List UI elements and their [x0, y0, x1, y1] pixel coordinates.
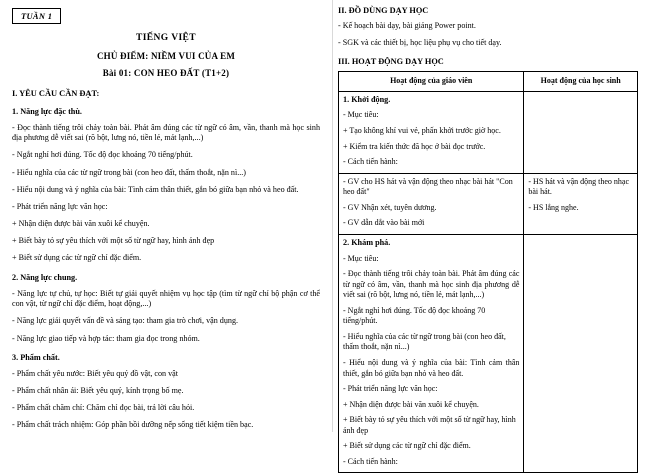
- teacher-activity-cell: [339, 91, 524, 173]
- activity-line: + Biết sử dụng các từ ngữ chỉ đặc điểm.: [343, 441, 471, 451]
- table-row: [339, 234, 638, 473]
- activity-line: + Tạo không khí vui vẻ, phấn khởi trước giờ học.: [343, 125, 501, 135]
- activity-line: - Phát triển năng lực văn học:: [343, 384, 438, 394]
- list-item: + Nhận diện được bài văn xuôi kể chuyện.: [12, 219, 150, 229]
- activity-line: - HS lắng nghe.: [528, 202, 579, 212]
- left-column: [0, 0, 330, 432]
- activity-line: - Mục tiêu:: [343, 253, 379, 263]
- list-item: + Biết bày tỏ sự yêu thích với một số từ ngữ hay, hình ảnh đẹp: [12, 236, 215, 246]
- list-item: - Hiểu nghĩa của các từ ngữ trong bài (con heo đất, thấm thoắt, nặn nì...): [12, 167, 246, 177]
- activity-line: - GV cho HS hát và vận động theo nhạc bài hát "Con heo đất": [343, 176, 513, 197]
- activity-heading: 1. Khởi động.: [343, 94, 391, 104]
- activity-line: - Hiểu nội dung và ý nghĩa của bài: Tình cảm thân thiết, gắn bó giữa bạn nhỏ và heo đất.: [343, 357, 520, 378]
- list-item: - Năng lực giao tiếp và hợp tác: tham gia đọc trong nhóm.: [12, 333, 200, 343]
- week-badge: TUẦN 1: [12, 8, 61, 24]
- student-activity-cell: [524, 234, 638, 473]
- right-column: [330, 0, 650, 466]
- list-item: - Đọc thành tiếng trôi chảy toàn bài. Phát âm đúng các từ ngữ có âm, vần, thanh mà học sinh địa phương dễ viết sai (rõ bột, lưng nó, tiền lẻ, mát lạnh,...): [12, 122, 320, 143]
- column-header-student: Hoạt động của học sinh: [524, 72, 638, 92]
- activity-line: - Hiểu nghĩa của các từ ngữ trong bài (con heo đất, thấm thoắt, nặn nì...): [343, 331, 506, 352]
- list-item: - Năng lực giải quyết vấn đề và sáng tạo: tham gia trò chơi, vận dụng.: [12, 316, 239, 326]
- teacher-activity-cell: [339, 173, 524, 234]
- table-header-row: [339, 72, 638, 92]
- lesson-title: Bài 01: CON HEO ĐẤT (T1+2): [102, 68, 230, 78]
- subsection-general-competence-title: 2. Năng lực chung.: [12, 273, 78, 283]
- activity-line: - Ngắt nghỉ hơi đúng. Tốc độ đọc khoảng 70 tiếng/phút.: [343, 305, 486, 326]
- list-item: - Hiểu nội dung và ý nghĩa của bài: Tình cảm thân thiết, gắn bó giữa bạn nhỏ và heo đất.: [12, 184, 299, 194]
- list-item: - Ngắt nghỉ hơi đúng. Tốc độ đọc khoảng 70 tiếng/phút.: [12, 150, 193, 160]
- table-row: [339, 91, 638, 173]
- theme-title: CHỦ ĐIỂM: NIỀM VUI CỦA EM: [96, 51, 236, 61]
- teacher-activity-cell: [339, 234, 524, 473]
- list-item: - Phẩm chất trách nhiệm: Góp phần bồi dưỡng nếp sống tiết kiệm tiền bạc.: [12, 420, 254, 430]
- activity-line: - HS hát và vận động theo nhạc bài hát.: [528, 176, 630, 197]
- section-requirements-title: I. YÊU CẦU CẦN ĐẠT:: [12, 89, 100, 98]
- subsection-quality-title: 3. Phẩm chất.: [12, 353, 60, 363]
- list-item: - Kế hoạch bài dạy, bài giảng Power point.: [338, 21, 476, 30]
- list-item: + Biết sử dụng các từ ngữ chỉ đặc điểm.: [12, 253, 142, 263]
- activity-line: - Mục tiêu:: [343, 110, 379, 120]
- activity-line: - GV dẫn dắt vào bài mới: [343, 218, 425, 228]
- list-item: - SGK và các thiết bị, học liệu phụ vụ cho tiết dạy.: [338, 37, 502, 47]
- activity-line: - Cách tiến hành:: [343, 157, 398, 167]
- subsection-specific-competence-title: 1. Năng lực đặc thù.: [12, 107, 82, 116]
- activity-line: - Đọc thành tiếng trôi chảy toàn bài. Phát âm đúng các từ ngữ có âm, vần, thanh mà học sinh địa phương dễ viết sai (rõ bột, lưng nó, tiền lẻ, mát lạnh,...): [343, 269, 520, 300]
- activities-table: [338, 71, 638, 473]
- table-row: [339, 173, 638, 234]
- list-item: - Phát triển năng lực văn học:: [12, 201, 108, 211]
- activity-line: + Kiểm tra kiến thức đã học ở bài đọc trước.: [343, 141, 486, 151]
- activity-line: - Cách tiến hành:: [343, 456, 398, 466]
- list-item: - Phẩm chất nhân ái: Biết yêu quý, kính trọng bố mẹ.: [12, 385, 184, 395]
- subject-title: TIẾNG VIỆT: [135, 33, 197, 43]
- activity-line: + Nhận diện được bài văn xuôi kể chuyện.: [343, 399, 479, 409]
- student-activity-cell: [524, 173, 638, 234]
- list-item: - Năng lực tự chủ, tự học: Biết tự giải quyết nhiệm vụ học tập (tìm từ ngữ chỉ bộ phận cơ thể con vật, từ ngữ chỉ đặc điểm, hoạt động,...): [12, 288, 320, 309]
- list-item: - Phẩm chất yêu nước: Biết yêu quý đồ vật, con vật: [12, 368, 179, 378]
- section-activities-title: III. HOẠT ĐỘNG DẠY HỌC: [338, 57, 444, 67]
- student-activity-cell: [524, 91, 638, 173]
- list-item: - Phẩm chất chăm chỉ: Chăm chỉ đọc bài, trả lời câu hỏi.: [12, 403, 195, 413]
- activity-heading: 2. Khám phá.: [343, 237, 391, 247]
- activity-line: - GV Nhận xét, tuyên dương.: [343, 202, 437, 212]
- column-header-teacher: Hoạt động của giáo viên: [339, 72, 524, 92]
- section-materials-title: II. ĐỒ DÙNG DẠY HỌC: [338, 6, 429, 15]
- activity-line: + Biết bày tỏ sự yêu thích với một số từ ngữ hay, hình ảnh đẹp: [343, 415, 516, 435]
